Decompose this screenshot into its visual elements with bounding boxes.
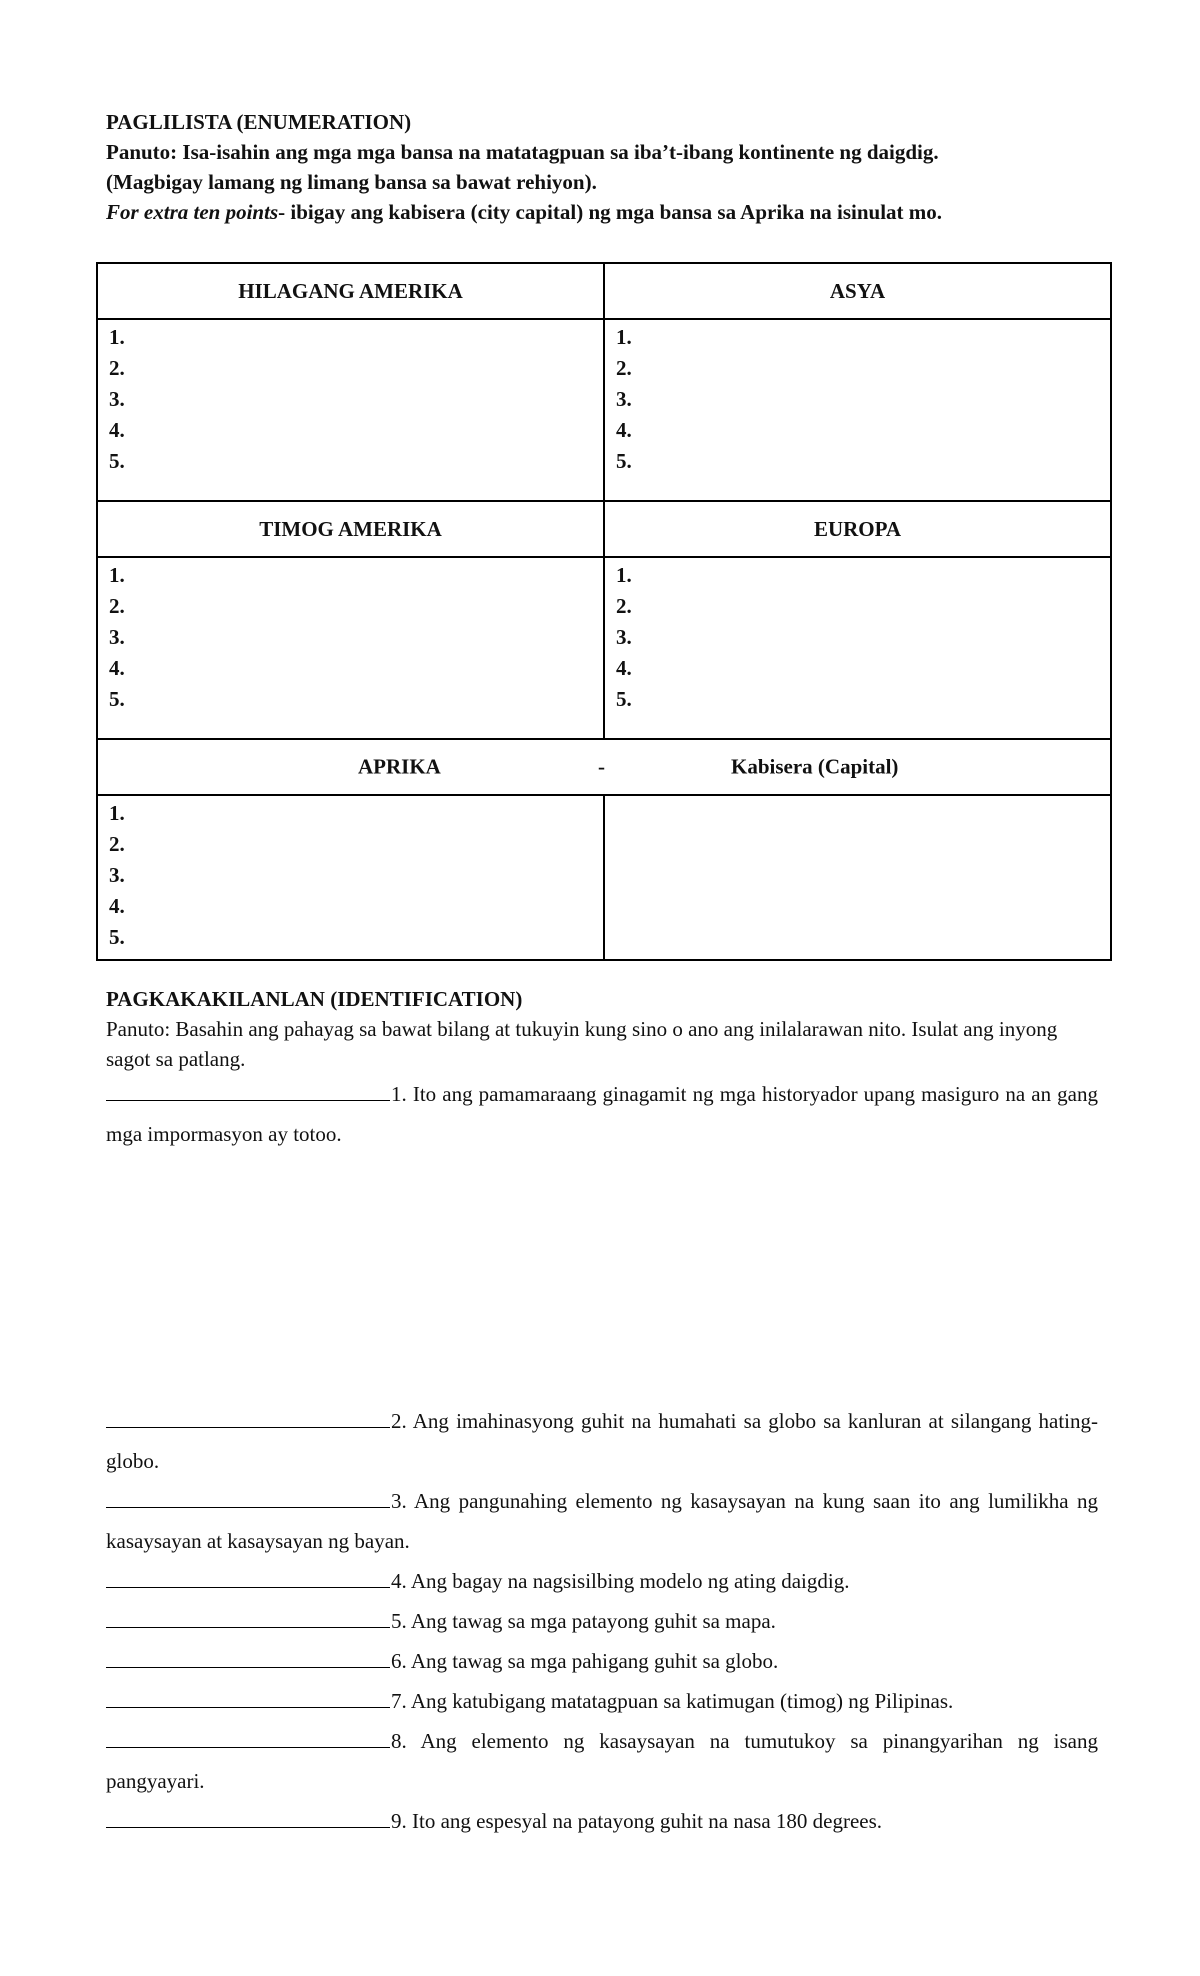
list-number: 4. bbox=[616, 656, 632, 680]
list-number: 2. bbox=[109, 594, 125, 618]
answer-blank[interactable] bbox=[106, 1805, 390, 1828]
list-number: 5. bbox=[616, 687, 632, 711]
question-text: 2. Ang imahinasyong guhit na humahati sa globo sa kanluran at silangang hating-globo. bbox=[106, 1409, 1098, 1473]
question-text: 5. Ang tawag sa mga patayong guhit sa mapa. bbox=[391, 1609, 776, 1633]
header-timog-amerika: TIMOG AMERIKA bbox=[97, 501, 604, 557]
answer-blank[interactable] bbox=[106, 1565, 390, 1588]
header-asya: ASYA bbox=[604, 263, 1111, 319]
number-list bbox=[605, 558, 1110, 721]
enumeration-header bbox=[106, 107, 1116, 227]
answer-blank[interactable] bbox=[106, 1645, 390, 1668]
list-number: 5. bbox=[616, 449, 632, 473]
cell-aprika[interactable] bbox=[97, 795, 604, 960]
list-number: 2. bbox=[109, 832, 125, 856]
question-item bbox=[106, 1401, 1098, 1481]
header-europa: EUROPA bbox=[604, 501, 1111, 557]
question-text: 7. Ang katubigang matatagpuan sa katimugan (timog) ng Pilipinas. bbox=[391, 1689, 954, 1713]
enumeration-table bbox=[96, 262, 1112, 961]
cell-kabisera[interactable] bbox=[604, 795, 1111, 960]
list-number: 2. bbox=[616, 356, 632, 380]
list-number: 1. bbox=[616, 563, 632, 587]
list-number: 4. bbox=[109, 894, 125, 918]
question-item bbox=[106, 1561, 1098, 1601]
list-number: 4. bbox=[109, 418, 125, 442]
question-item bbox=[106, 1601, 1098, 1641]
extra-points-italic: For extra ten points bbox=[106, 200, 279, 224]
list-number: 1. bbox=[616, 325, 632, 349]
answer-blank[interactable] bbox=[106, 1078, 390, 1101]
list-number: 3. bbox=[109, 625, 125, 649]
question-item bbox=[106, 1681, 1098, 1721]
cell-asya[interactable] bbox=[604, 319, 1111, 501]
question-item bbox=[106, 1641, 1098, 1681]
header-kabisera: Kabisera (Capital) bbox=[731, 754, 899, 779]
list-number: 3. bbox=[109, 863, 125, 887]
identification-section bbox=[106, 984, 1098, 1841]
answer-space bbox=[106, 1154, 1098, 1401]
extra-points-rest: - ibigay ang kabisera (city capital) ng mga bansa sa Aprika na isinulat mo. bbox=[278, 200, 943, 224]
list-number: 3. bbox=[616, 387, 632, 411]
answer-blank[interactable] bbox=[106, 1725, 390, 1748]
enumeration-instruction-line1: Panuto: Isa-isahin ang mga mga bansa na matatagpuan sa iba’t-ibang kontinente ng daigdig. bbox=[106, 140, 939, 164]
list-number: 4. bbox=[109, 656, 125, 680]
enumeration-title: PAGLILISTA (ENUMERATION) bbox=[106, 110, 412, 134]
number-list bbox=[98, 558, 603, 721]
question-item bbox=[106, 1801, 1098, 1841]
header-aprika: APRIKA bbox=[358, 754, 441, 779]
question-text: 6. Ang tawag sa mga pahigang guhit sa globo. bbox=[391, 1649, 779, 1673]
list-number: 2. bbox=[616, 594, 632, 618]
header-aprika-kabisera bbox=[97, 739, 1111, 795]
answer-blank[interactable] bbox=[106, 1485, 390, 1508]
question-text: 9. Ito ang espesyal na patayong guhit na nasa 180 degrees. bbox=[391, 1809, 883, 1833]
identification-instruction: Panuto: Basahin ang pahayag sa bawat bilang at tukuyin kung sino o ano ang inilalarawan nito. Isulat ang inyong sagot sa patlang. bbox=[106, 1017, 1058, 1071]
answer-blank[interactable] bbox=[106, 1605, 390, 1628]
list-number: 5. bbox=[109, 687, 125, 711]
number-list bbox=[98, 320, 603, 483]
list-number: 1. bbox=[109, 563, 125, 587]
enumeration-instruction-line2: (Magbigay lamang ng limang bansa sa bawat rehiyon). bbox=[106, 170, 597, 194]
answer-blank[interactable] bbox=[106, 1405, 390, 1428]
list-number: 1. bbox=[109, 325, 125, 349]
identification-title: PAGKAKAKILANLAN (IDENTIFICATION) bbox=[106, 987, 523, 1011]
header-hilagang-amerika: HILAGANG AMERIKA bbox=[97, 263, 604, 319]
extra-points-line bbox=[106, 197, 1116, 227]
question-text: 4. Ang bagay na nagsisilbing modelo ng ating daigdig. bbox=[391, 1569, 850, 1593]
question-item bbox=[106, 1074, 1098, 1154]
list-number: 5. bbox=[109, 449, 125, 473]
question-text: 1. Ito ang pamamaraang ginagamit ng mga historyador upang masiguro na an gang mga impormasyon ay totoo. bbox=[106, 1082, 1098, 1146]
list-number: 2. bbox=[109, 356, 125, 380]
number-list bbox=[98, 796, 603, 959]
cell-hilagang-amerika[interactable] bbox=[97, 319, 604, 501]
question-text: 3. Ang pangunahing elemento ng kasaysayan na kung saan ito ang lumilikha ng kasaysayan at kasaysayan ng bayan. bbox=[106, 1489, 1098, 1553]
question-item bbox=[106, 1721, 1098, 1801]
number-list bbox=[605, 320, 1110, 483]
answer-blank[interactable] bbox=[106, 1685, 390, 1708]
cell-timog-amerika[interactable] bbox=[97, 557, 604, 739]
list-number: 3. bbox=[616, 625, 632, 649]
question-text: 8. Ang elemento ng kasaysayan na tumutukoy sa pinangyarihan ng isang pangyayari. bbox=[106, 1729, 1098, 1793]
header-dash: - bbox=[598, 754, 605, 779]
list-number: 1. bbox=[109, 801, 125, 825]
list-number: 3. bbox=[109, 387, 125, 411]
list-number: 5. bbox=[109, 925, 125, 949]
question-item bbox=[106, 1481, 1098, 1561]
list-number: 4. bbox=[616, 418, 632, 442]
cell-europa[interactable] bbox=[604, 557, 1111, 739]
